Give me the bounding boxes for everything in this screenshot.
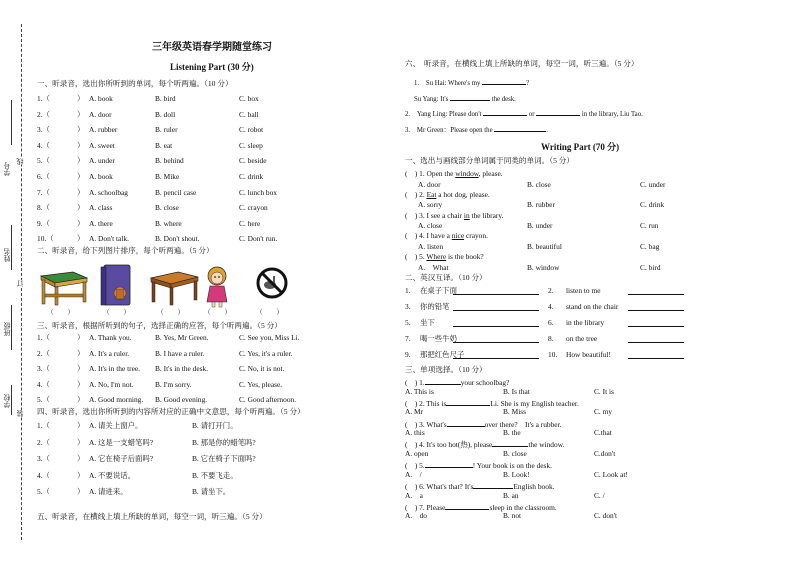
answer-paren-close: ） <box>77 187 85 197</box>
option-b[interactable]: B. It's in the desk. <box>155 364 209 374</box>
stem-text: ( ) 3. What's <box>405 419 447 429</box>
section-6-heading: 六、 听录音，在横线上填上所缺的单词，每空一词，听三遍。（5 分） <box>405 59 639 68</box>
question-stem <box>405 377 509 386</box>
item-number: 10. <box>548 350 558 359</box>
item-prompt: on the tree <box>566 334 598 343</box>
option-c[interactable]: C. bird <box>640 262 661 272</box>
option-a[interactable]: A. Don't talk. <box>89 234 129 244</box>
option-b[interactable]: B. Mike <box>155 172 180 181</box>
no-eating-sign <box>255 266 289 300</box>
question-stem <box>405 502 557 511</box>
section-4-heading: 四、听录音，选出你所听到的内容所对应的正确中文意思，每个听两遍。（5 分） <box>37 407 305 416</box>
option-c[interactable]: C. crayon <box>239 203 268 213</box>
s6-line-3: 3. Mr Green：Please open the . <box>405 124 548 135</box>
stem-text: ( ) 5. <box>405 461 425 471</box>
option-b[interactable]: B. doll <box>155 109 176 119</box>
option-c[interactable]: C. / <box>594 490 605 500</box>
answer-paren-close: ） <box>77 94 85 103</box>
option-a[interactable]: A. there <box>89 218 113 228</box>
answer-blank[interactable] <box>628 351 684 359</box>
answer-paren-open: 10.（ <box>37 234 54 244</box>
stem-text: ( ) 5. <box>405 252 427 262</box>
option-c[interactable]: C. See you, Miss Li. <box>239 333 300 342</box>
option-c[interactable]: C. Look at! <box>594 469 628 479</box>
question-stem <box>405 232 488 239</box>
answer-paren-open: 4.（ <box>37 470 50 480</box>
option-a[interactable]: A. rubber <box>89 125 118 135</box>
item-prompt: 在桌子下面 <box>420 286 457 295</box>
option-b[interactable]: B. Yes, Mr Green. <box>155 333 209 342</box>
answer-paren-open: 9.（ <box>37 218 50 228</box>
underlined-word: window <box>455 169 479 178</box>
option-a[interactable]: A. What <box>418 262 449 272</box>
answer-paren-close: ） <box>77 487 85 496</box>
underlined-word: in <box>463 210 470 220</box>
answer-blank[interactable] <box>492 439 528 447</box>
answer-paren-close: ） <box>77 470 85 480</box>
option-b[interactable]: B. close <box>527 179 551 189</box>
option-b[interactable]: B. beautiful <box>527 241 562 251</box>
answer-blank[interactable] <box>628 335 684 343</box>
option-b[interactable]: B. 请打开门。 <box>192 421 238 430</box>
answer-blank[interactable] <box>446 398 490 406</box>
student-no-label: 学号 <box>3 162 11 176</box>
answer-line[interactable] <box>453 351 539 360</box>
item-prompt: 那把红色尺子 <box>420 350 465 359</box>
table-picture <box>148 268 200 306</box>
option-b[interactable]: B. Is that <box>503 386 530 396</box>
option-c[interactable]: C. Good afternoon. <box>239 395 297 405</box>
option-a[interactable]: A. 请关上窗户。 <box>89 421 143 430</box>
option-a[interactable]: A. open <box>405 448 429 458</box>
question-stem <box>405 460 552 469</box>
picture-paren-4[interactable]: （ ） <box>204 309 232 316</box>
section-1-heading: 一、听录音，选出你所听到的单词，每个听两遍。（10 分） <box>37 79 233 88</box>
answer-paren-close: ） <box>77 172 85 181</box>
answer-paren-close: ） <box>77 218 85 228</box>
option-b[interactable]: B. 那是你的蜡笔吗? <box>192 437 256 447</box>
answer-paren-open: 4.（ <box>37 379 50 389</box>
item-number: 1. <box>405 286 411 295</box>
underlined-word: Eat <box>426 189 437 199</box>
answer-blank[interactable] <box>425 460 473 468</box>
answer-paren-open: 7.（ <box>37 187 50 197</box>
option-c[interactable]: C. under <box>640 179 666 189</box>
option-c[interactable]: C. Don't run. <box>239 234 278 244</box>
option-b[interactable]: B. an <box>503 490 519 500</box>
item-prompt: in the library <box>566 318 605 327</box>
option-c[interactable]: C. Yes, it's a ruler. <box>239 348 293 358</box>
stem-text: ( ) 4. I have a <box>405 231 452 241</box>
answer-line[interactable] <box>628 319 684 328</box>
option-a[interactable]: A. 不要说话。 <box>89 470 135 480</box>
option-a[interactable]: A. class <box>89 203 113 213</box>
s6-blank-5[interactable] <box>494 124 546 132</box>
answer-paren-close: ） <box>77 109 85 119</box>
class-label: 班级 <box>3 322 11 336</box>
section-2-heading: 二、听录音，给下列图片排序，每个听两遍。（5 分） <box>37 246 214 255</box>
answer-paren-open: 5.（ <box>37 156 50 166</box>
writing-part-title: Writing Part (70 分) <box>541 142 620 152</box>
option-b[interactable]: B. where <box>155 218 182 228</box>
answer-blank[interactable] <box>453 319 539 327</box>
stem-text: the window. <box>528 440 565 450</box>
option-a[interactable]: A. Mr <box>405 407 424 417</box>
stem-text: , please. <box>478 169 503 178</box>
answer-paren-open: 1.（ <box>37 94 50 103</box>
option-a[interactable]: A. book <box>89 94 113 103</box>
answer-paren-open: 5.（ <box>37 487 50 496</box>
s6-blank-2[interactable] <box>450 93 490 101</box>
option-a[interactable]: A. No, I'm not. <box>89 379 134 389</box>
question-stem <box>405 212 503 219</box>
option-b[interactable]: B. pencil case <box>155 187 197 197</box>
s6-blank-1[interactable] <box>482 77 526 85</box>
option-b[interactable]: B. close <box>155 203 179 213</box>
answer-paren-close: ） <box>77 156 85 166</box>
answer-blank[interactable] <box>453 335 539 343</box>
option-a[interactable]: A. sweet <box>89 140 115 150</box>
option-c[interactable]: C. No, it is not. <box>239 364 285 374</box>
option-c[interactable]: C. bag <box>640 241 660 251</box>
option-b[interactable]: B. under <box>527 221 553 231</box>
option-c[interactable]: C. robot <box>239 125 264 135</box>
answer-paren-close: ） <box>77 421 85 430</box>
item-number: 3. <box>405 302 411 311</box>
option-c[interactable]: C. drink <box>239 172 264 181</box>
answer-blank[interactable] <box>453 287 539 295</box>
option-b[interactable]: B. I have a ruler. <box>155 348 205 358</box>
item-number: 7. <box>405 334 411 343</box>
answer-paren-close: ） <box>77 333 85 342</box>
answer-paren-open: 2.（ <box>37 109 50 119</box>
item-number: 2. <box>548 286 554 295</box>
answer-paren-open: 6.（ <box>37 172 50 181</box>
answer-paren-close: ） <box>77 140 85 150</box>
option-c[interactable]: C. run <box>640 221 659 231</box>
listening-part-title: Listening Part (30 分) <box>170 62 254 72</box>
option-b[interactable]: B. 不要飞走。 <box>192 470 238 480</box>
option-c[interactable]: C.don't <box>594 448 616 458</box>
picture-paren-5[interactable]: （ ） <box>256 309 284 316</box>
stem-text: ( ) 2. <box>405 189 427 199</box>
option-b[interactable]: B. eat <box>155 140 173 150</box>
option-b[interactable]: B. not <box>503 511 522 521</box>
school-line <box>11 385 12 415</box>
answer-blank[interactable] <box>453 303 539 311</box>
item-prompt: How beautiful! <box>566 350 611 359</box>
underlined-word: nice <box>451 231 465 241</box>
answer-line[interactable] <box>453 335 539 344</box>
writing-1-heading: 一、选出与画线部分单词属于同类的单词。（5 分） <box>405 156 574 165</box>
student-no-line <box>11 100 12 145</box>
stem-text: ( ) 3. I see a chair <box>405 210 464 220</box>
stem-text: over there? It's a rubber. <box>484 419 562 429</box>
binding-margin <box>0 0 36 561</box>
option-c[interactable]: C. my <box>594 407 613 417</box>
answer-paren-open: 2.（ <box>37 437 50 447</box>
desk-picture <box>37 268 89 306</box>
option-c[interactable]: C. sleep <box>239 140 263 150</box>
answer-paren-open: 3.（ <box>37 125 50 135</box>
answer-line[interactable] <box>453 319 539 328</box>
option-a[interactable]: A. a <box>405 490 423 500</box>
option-c[interactable]: C. Yes, please. <box>239 379 283 389</box>
answer-blank[interactable] <box>628 319 684 327</box>
option-a[interactable]: A. do <box>405 511 427 521</box>
stem-text: crayon. <box>464 231 488 241</box>
writing-3-heading: 三、单项选择。（10 分） <box>405 365 487 374</box>
answer-blank[interactable] <box>445 502 489 510</box>
option-b[interactable]: B. Don't shout. <box>155 234 200 244</box>
stem-text: ! Your book is on the desk. <box>472 461 552 471</box>
answer-paren-close: ） <box>77 454 85 463</box>
option-a[interactable]: A. 这是一支蜡笔吗? <box>89 437 154 447</box>
s6-blank-4[interactable] <box>536 108 580 116</box>
stem-text: ( ) 2. This is <box>405 398 447 408</box>
answer-paren-close: ） <box>77 395 85 405</box>
answer-blank[interactable] <box>628 287 684 295</box>
seal-char-3: 装 <box>16 410 24 417</box>
answer-paren-open: 5.（ <box>37 395 50 405</box>
question-stem <box>405 481 554 490</box>
answer-blank[interactable] <box>628 303 684 311</box>
answer-paren-close: ） <box>77 437 85 447</box>
option-a[interactable]: A. Good morning. <box>89 395 144 405</box>
item-prompt: 你的铅笔 <box>420 302 450 311</box>
option-c[interactable]: C. lunch box <box>239 187 277 197</box>
name-label: 姓名 <box>3 248 11 262</box>
page-title: 三年级英语春学期随堂练习 <box>152 42 272 53</box>
answer-line[interactable] <box>628 303 684 312</box>
option-b[interactable]: B. close <box>503 448 527 458</box>
stem-text: English book. <box>513 482 555 491</box>
s6-blank-3[interactable] <box>483 108 527 116</box>
item-prompt: listen to me <box>566 286 601 295</box>
s6-line-2: 2. Yang Ling: Please don't or in the library, Liu Tao. <box>405 108 643 119</box>
stem-text: ( ) 4. It's too hot(热), please <box>405 440 493 450</box>
option-a[interactable]: A. This is <box>405 386 434 396</box>
s6-line-1b: Su Yang: It's the desk. <box>414 93 516 104</box>
item-number: 9. <box>405 350 411 359</box>
seal-char-1: 线 <box>16 158 24 165</box>
option-a[interactable]: A. / <box>405 469 422 479</box>
question-stem <box>405 439 564 448</box>
option-a[interactable]: A. door <box>89 109 112 119</box>
question-stem <box>405 170 503 177</box>
question-stem <box>405 191 490 198</box>
picture-paren-1[interactable]: （ ） <box>47 309 75 316</box>
answer-paren-close: ） <box>77 379 85 389</box>
stem-text: ( ) 1. <box>405 378 425 387</box>
underlined-word: Where <box>426 252 447 262</box>
section-5-heading: 五、听录音，在横线上填上所缺的单词，每空一词，听三遍。（5 分） <box>37 512 267 521</box>
section-3-heading: 三、听录音，根据所听到的句子，选择正确的应答，每个听两遍。（5 分） <box>37 321 282 330</box>
option-c[interactable]: C. here <box>239 218 261 228</box>
option-a[interactable]: A. listen <box>418 241 444 251</box>
stem-text: the library. <box>469 210 504 220</box>
class-line <box>11 305 12 350</box>
option-b[interactable]: B. 它在椅子下面吗? <box>192 454 256 463</box>
stem-text: sleep in the classroom. <box>489 502 557 512</box>
item-prompt: 坐下 <box>420 318 435 327</box>
answer-line[interactable] <box>628 335 684 344</box>
question-stem <box>405 253 484 260</box>
girl-picture <box>202 264 232 308</box>
option-c[interactable]: C. box <box>239 94 259 103</box>
option-a[interactable]: A. 它在椅子后面吗? <box>89 454 154 463</box>
seal-char-2: 订 <box>16 280 24 287</box>
option-a[interactable]: A. close <box>418 221 443 231</box>
answer-line[interactable] <box>628 287 684 296</box>
answer-paren-close: ） <box>77 348 85 358</box>
option-c[interactable]: C.that <box>594 428 612 438</box>
item-number: 8. <box>548 334 554 343</box>
option-a[interactable]: A. 请进来。 <box>89 487 128 496</box>
book-picture <box>98 263 134 307</box>
stem-text: ( ) 6. What's that? It's <box>405 482 474 491</box>
answer-blank[interactable] <box>447 419 485 427</box>
item-prompt: stand on the chair <box>566 302 619 311</box>
item-number: 5. <box>405 318 411 327</box>
option-b[interactable]: B. rubber <box>527 200 555 210</box>
option-b[interactable]: B. Look! <box>503 469 530 479</box>
s6-line-1a: 1. Su Hai: Where's my ? <box>414 77 529 88</box>
stem-text: ( ) 7. Please <box>405 502 446 512</box>
option-c[interactable]: C. beside <box>239 156 267 166</box>
answer-paren-close: ） <box>77 125 85 135</box>
answer-blank[interactable] <box>425 377 461 385</box>
picture-paren-3[interactable]: （ ） <box>157 309 185 316</box>
option-a[interactable]: A. door <box>418 179 441 189</box>
answer-paren-open: 1.（ <box>37 333 50 342</box>
picture-paren-2[interactable]: （ ） <box>103 309 131 316</box>
option-b[interactable]: B. behind <box>155 156 184 166</box>
option-b[interactable]: B. ruler <box>155 125 178 135</box>
answer-line[interactable] <box>453 287 539 296</box>
option-a[interactable]: A. It's in the tree. <box>89 364 140 374</box>
answer-paren-open: 1.（ <box>37 421 50 430</box>
option-a[interactable]: A. Thank you. <box>89 333 132 342</box>
answer-paren-close: ） <box>77 234 85 244</box>
answer-paren-open: 8.（ <box>37 203 50 213</box>
answer-paren-open: 3.（ <box>37 454 50 463</box>
option-b[interactable]: B. I'm sorry. <box>155 379 192 389</box>
option-b[interactable]: B. 请坐下。 <box>192 487 231 496</box>
option-b[interactable]: B. bird <box>155 94 176 103</box>
option-b[interactable]: B. the <box>503 428 521 438</box>
answer-paren-open: 3.（ <box>37 364 50 374</box>
option-c[interactable]: C. ball <box>239 109 259 119</box>
option-c[interactable]: C. drink <box>640 200 665 210</box>
stem-text: your schoolbag? <box>460 378 510 387</box>
question-stem <box>405 398 579 407</box>
answer-paren-open: 4.（ <box>37 140 50 150</box>
item-number: 6. <box>548 318 554 327</box>
writing-2-heading: 二、英汉互译。（10 分） <box>405 273 487 282</box>
school-label: 学校 <box>3 394 11 408</box>
option-a[interactable]: A. schoolbag <box>89 187 128 197</box>
option-b[interactable]: B. Miss <box>503 407 527 417</box>
item-prompt: 喝一些牛奶 <box>420 334 457 343</box>
stem-text: a hot dog, please. <box>436 189 490 199</box>
stem-text: Li. She is my English teacher. <box>490 398 579 408</box>
option-c[interactable]: C. It is <box>594 386 614 396</box>
answer-blank[interactable] <box>453 351 539 359</box>
item-number: 4. <box>548 302 554 311</box>
option-a[interactable]: A. under <box>89 156 115 166</box>
answer-line[interactable] <box>453 303 539 312</box>
answer-line[interactable] <box>628 351 684 360</box>
stem-text: ( ) 1. Open the <box>405 169 456 178</box>
name-line <box>11 225 12 270</box>
question-stem <box>405 419 562 428</box>
option-a[interactable]: A. this <box>405 428 425 438</box>
option-a[interactable]: A. book <box>89 172 113 181</box>
option-b[interactable]: B. Good evening. <box>155 395 208 405</box>
answer-blank[interactable] <box>473 481 513 489</box>
answer-paren-close: ） <box>77 203 85 213</box>
stem-text: is the book? <box>446 252 484 262</box>
option-a[interactable]: A. It's a ruler. <box>89 348 130 358</box>
option-c[interactable]: C. don't <box>594 511 618 521</box>
option-a[interactable]: A. sorry <box>418 200 443 210</box>
answer-paren-close: ） <box>77 364 85 374</box>
option-b[interactable]: B. window <box>527 262 560 272</box>
answer-paren-open: 2.（ <box>37 348 50 358</box>
